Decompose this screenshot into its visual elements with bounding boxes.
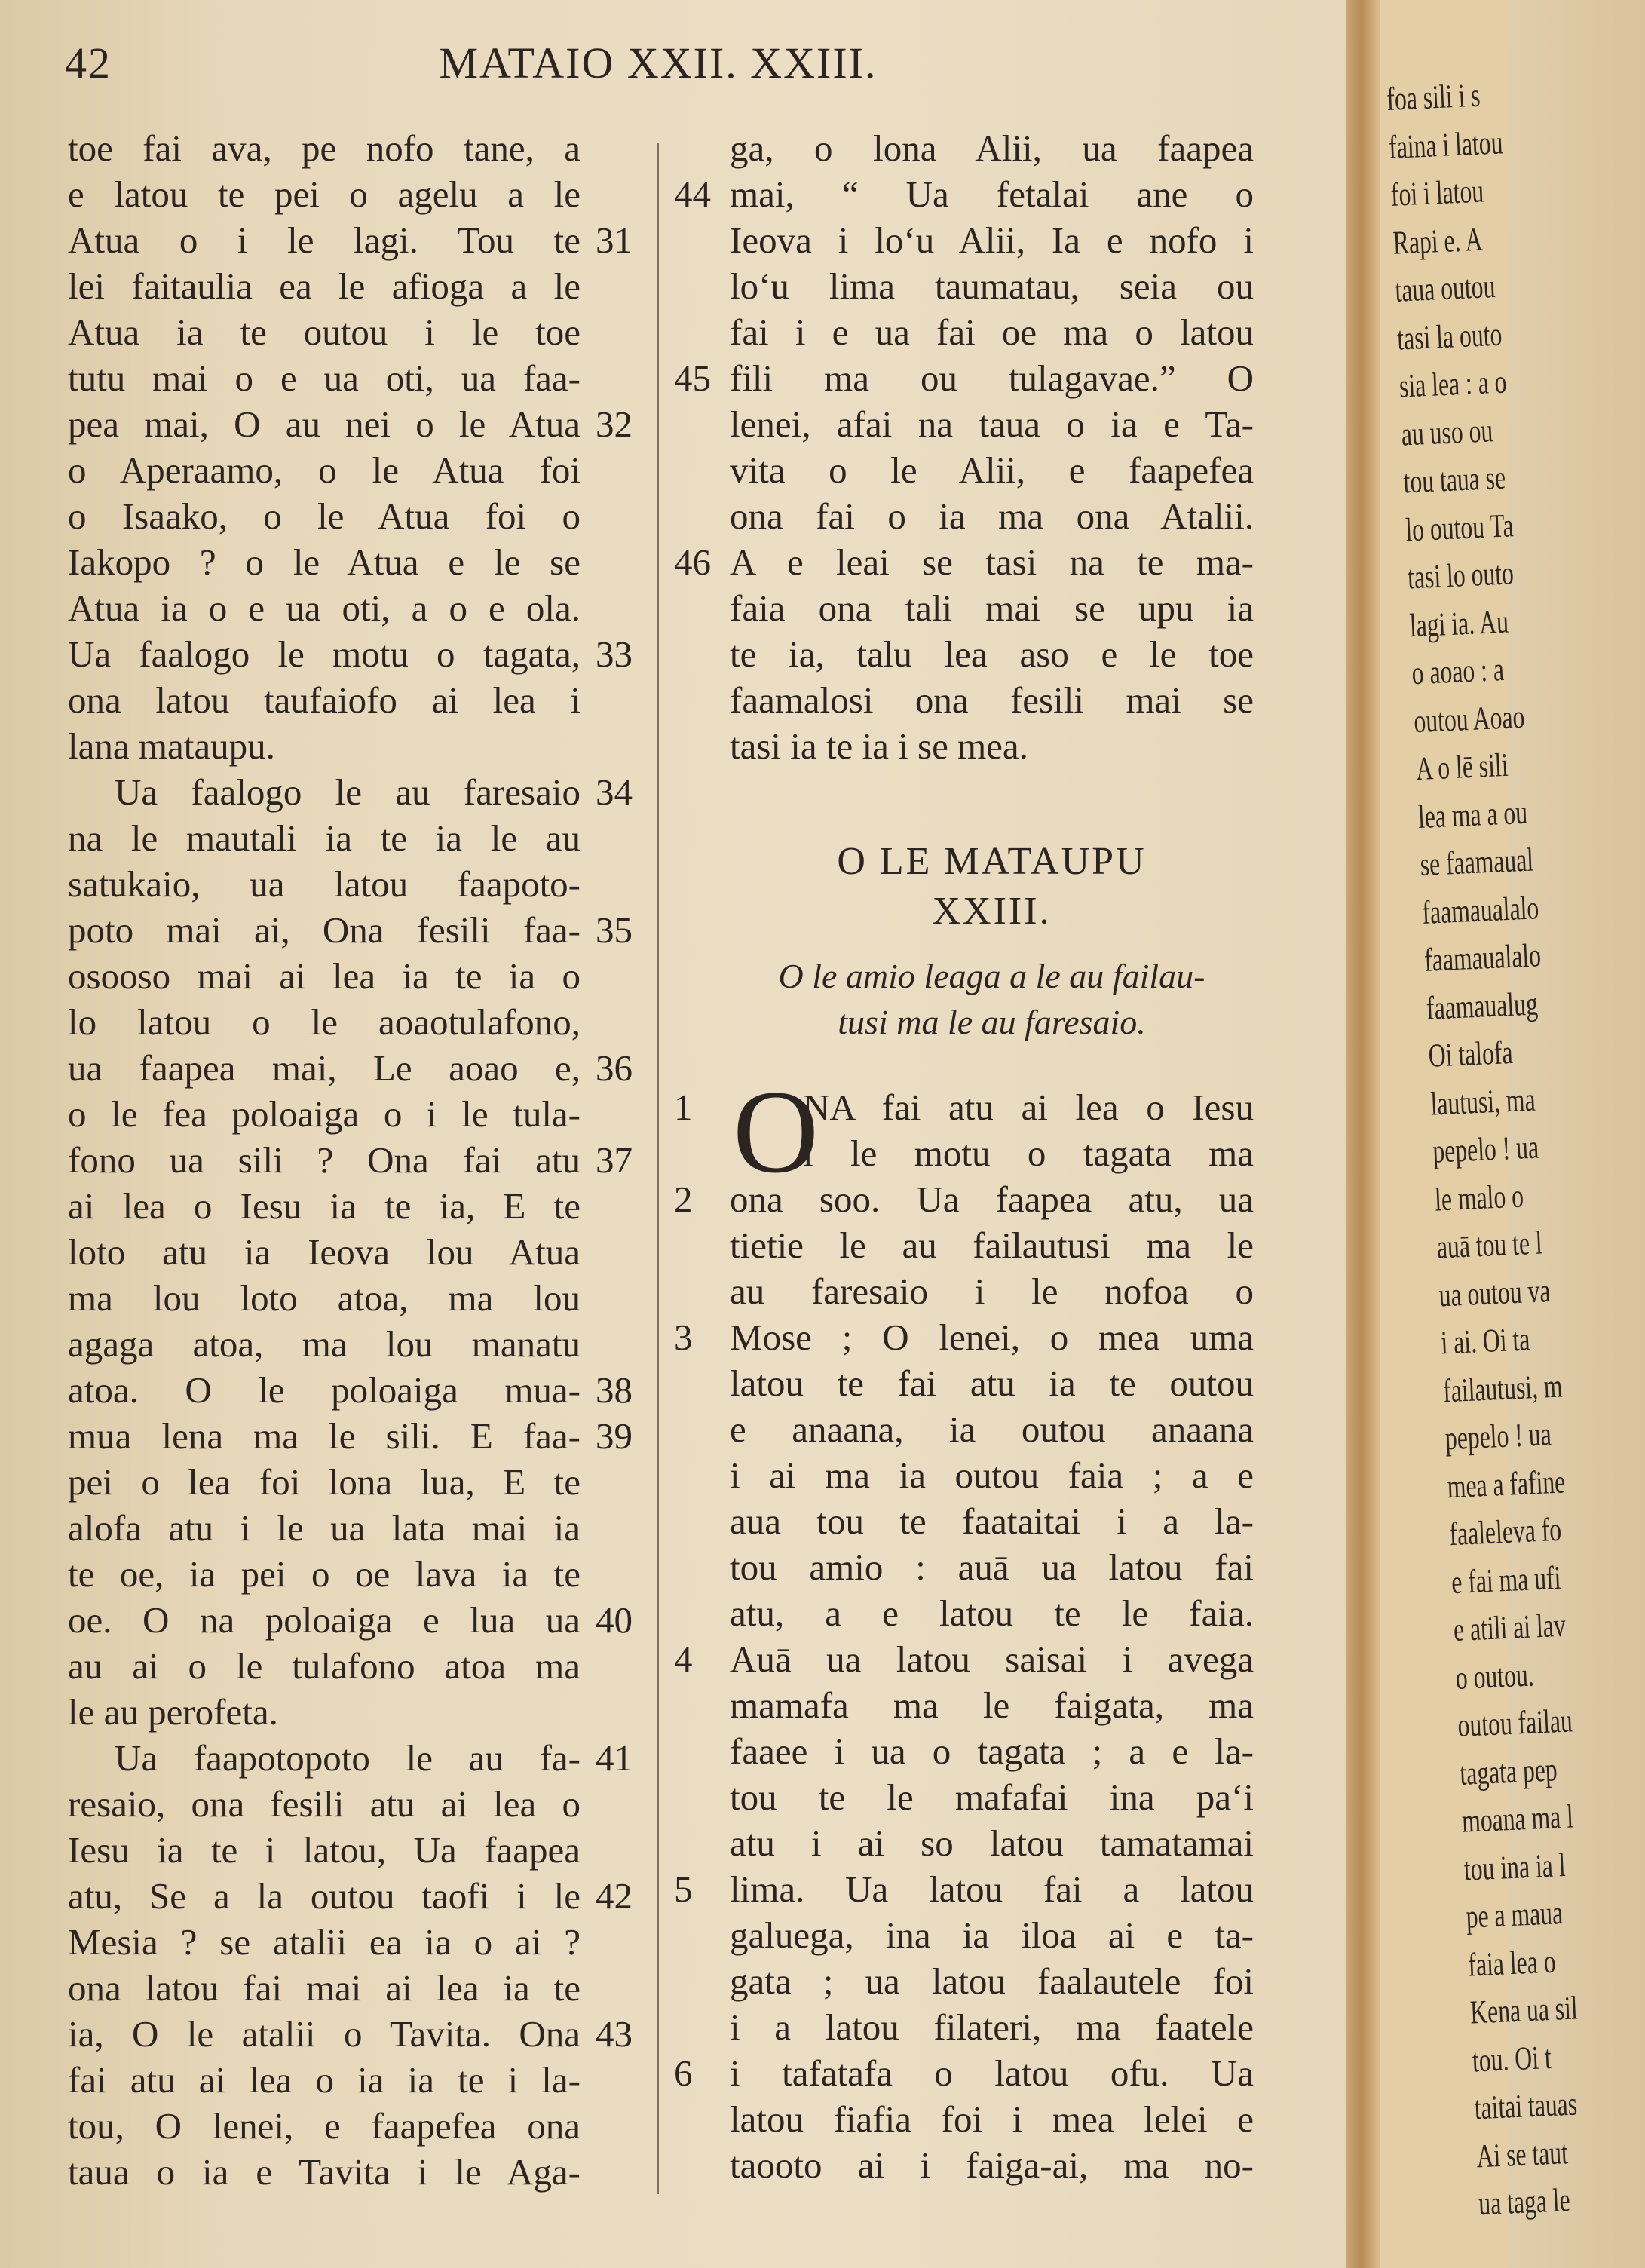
text-line (68, 1965, 580, 2011)
facing-page-line: taitai tauas (1473, 2085, 1578, 2127)
line-text: Ua faalogo le motu o tagata, (68, 633, 580, 675)
line-text: pea mai, O au nei o le Atua (68, 403, 580, 445)
text-line (68, 1919, 580, 1965)
facing-page-line: lautusi, ma (1429, 1080, 1536, 1123)
text-line (68, 1459, 580, 1505)
line-text: agaga atoa, ma lou manatu (68, 1323, 580, 1365)
text-line (674, 171, 1254, 217)
verse-number: 6 (674, 2052, 693, 2094)
text-line (68, 1045, 633, 1091)
facing-page-line: e atili ai lav (1452, 1606, 1567, 1649)
verse-number: 4 (674, 1638, 693, 1680)
text-line (68, 861, 580, 907)
text-line (674, 1176, 1254, 1222)
facing-page-line: se faamaual (1419, 841, 1535, 883)
verse-number: 33 (596, 633, 633, 675)
facing-page-line: lo outou Ta (1405, 506, 1515, 548)
line-text: osooso mai ai lea ia te ia o (68, 955, 580, 997)
line-text: tutu mai o e ua oti, ua faa- (68, 357, 580, 399)
facing-page-line: ua outou va (1438, 1271, 1552, 1313)
line-text: i le motu o tagata ma (803, 1132, 1254, 1174)
text-line (68, 1091, 580, 1137)
facing-page-line: Oi talofa (1427, 1033, 1514, 1074)
text-line (68, 1137, 633, 1183)
text-line (68, 125, 580, 171)
facing-page-line: i ai. Oi ta (1440, 1320, 1531, 1362)
running-head: MATAIO XXII. XXIII. (439, 38, 878, 87)
text-line (68, 907, 633, 953)
text-line (68, 2103, 580, 2149)
text-line (68, 677, 580, 723)
text-line (68, 815, 580, 861)
chapter-numeral: XXIII. (932, 890, 1052, 933)
line-text: lo‘u lima taumatau, seia ou (730, 265, 1254, 307)
text-line (730, 677, 1254, 723)
line-text: ona fai o ia ma ona Atalii. (730, 495, 1254, 537)
text-line (730, 1130, 1254, 1176)
facing-page-line: outou Aoao (1413, 697, 1526, 740)
facing-page-line: faia lea o (1467, 1942, 1557, 1984)
verse-number: 3 (674, 1316, 693, 1358)
line-text: o Isaako, o le Atua foi o (68, 495, 580, 537)
right-column-bottom (674, 1066, 1254, 2188)
facing-page (1380, 0, 1579, 2268)
verse-number: 31 (596, 219, 633, 261)
facing-page-line: pepelo ! ua (1432, 1128, 1539, 1170)
line-text: ona latou fai mai ai lea ia te (68, 1967, 580, 2009)
text-line (68, 1183, 580, 1229)
column-divider (657, 143, 659, 2194)
line-text: mai, “ Ua fetalai ane o (730, 173, 1254, 215)
line-text: resaio, ona fesili atu ai lea o (68, 1783, 580, 1825)
line-text: Mose ; O lenei, o mea uma (730, 1316, 1254, 1358)
facing-page-line: faaleleva fo (1448, 1510, 1563, 1553)
line-text: au faresaio i le nofoa o (730, 1270, 1254, 1312)
facing-page-line: faamaualalo (1421, 888, 1540, 931)
text-line (730, 309, 1254, 355)
line-text: o le fea poloaiga o i le tula- (68, 1093, 580, 1135)
line-text: o Aperaamo, o le Atua foi (68, 449, 580, 491)
facing-page-line: tou. Oi t (1471, 2038, 1552, 2079)
facing-page-line: o outou. (1454, 1655, 1535, 1696)
line-text: tou, O lenei, e faapefea ona (68, 2105, 580, 2147)
verse-number: 35 (596, 909, 633, 951)
text-line (68, 1689, 580, 1735)
text-line (68, 1551, 580, 1597)
line-text: ona latou taufaiofo ai lea i (68, 679, 580, 721)
verse-number: 1 (674, 1086, 693, 1128)
text-line (730, 1268, 1254, 1314)
line-text: faia ona tali mai se upu ia (730, 587, 1254, 629)
text-line (730, 1222, 1254, 1268)
text-line (68, 2057, 580, 2103)
text-line (68, 355, 580, 401)
text-line (730, 1682, 1254, 1728)
facing-page-line: Ai se taut (1475, 2133, 1569, 2175)
text-line (730, 217, 1254, 263)
line-text: te ia, talu lea aso e le toe (730, 633, 1254, 675)
text-line (68, 1735, 633, 1781)
text-line (68, 401, 633, 447)
facing-page-line: Kena ua sil (1469, 1989, 1579, 2031)
line-text: e anaana, ia outou anaana (730, 1408, 1254, 1450)
line-text: satukaio, ua latou faapoto- (68, 863, 580, 905)
text-line (730, 1820, 1254, 1866)
text-line (68, 1229, 580, 1275)
line-text: na le mautali ia te ia le au (68, 817, 580, 859)
verse-number: 46 (674, 541, 711, 583)
line-text: taooto ai i faiga-ai, ma no- (730, 2144, 1254, 2186)
line-text: te oe, ia pei o oe lava ia te (68, 1553, 580, 1595)
line-text: ua faapea mai, Le aoao e, (68, 1047, 580, 1089)
facing-page-line: pepelo ! ua (1444, 1415, 1552, 1457)
line-text: lenei, afai na taua o ia e Ta- (730, 403, 1254, 445)
line-text: aua tou te faataitai i a la- (730, 1500, 1254, 1542)
facing-page-line: outou failau (1457, 1702, 1573, 1744)
line-text: oe. O na poloaiga e lua ua (68, 1599, 580, 1641)
text-line (674, 1866, 1254, 1912)
text-line (68, 1413, 633, 1459)
text-line (730, 1452, 1254, 1498)
text-line (730, 1774, 1254, 1820)
line-text: fai atu ai lea o ia ia te i la- (68, 2059, 580, 2101)
line-text: fili ma ou tulagavae.” O (730, 357, 1254, 399)
text-line (730, 493, 1254, 539)
line-text: fai i e ua fai oe ma o latou (730, 311, 1254, 353)
text-line (68, 493, 580, 539)
text-line (68, 539, 580, 585)
line-text: poto mai ai, Ona fesili faa- (68, 909, 580, 951)
line-text: Ua faapotopoto le au fa- (115, 1737, 580, 1779)
line-text: mua lena ma le sili. E faa- (68, 1415, 580, 1457)
line-text: atu, Se a la outou taofi i le (68, 1875, 580, 1917)
text-line (730, 1544, 1254, 1590)
text-line (68, 217, 633, 263)
line-text: toe fai ava, pe nofo tane, a (68, 127, 580, 169)
text-line (68, 585, 580, 631)
text-line (730, 1958, 1254, 2004)
text-line (730, 723, 1254, 769)
line-text: ma lou loto atoa, ma lou (68, 1277, 580, 1319)
line-text: i tafatafa o latou ofu. Ua (730, 2052, 1254, 2094)
text-line (68, 1827, 580, 1873)
line-text: Atua ia te outou i le toe (68, 311, 580, 353)
line-text: atu, a e latou te le faia. (730, 1592, 1254, 1634)
text-line (68, 1643, 580, 1689)
facing-page-line: moana ma l (1461, 1798, 1574, 1840)
line-text: Ua faalogo le au faresaio (115, 771, 580, 813)
line-text: latou fiafia foi i mea lelei e (730, 2098, 1254, 2140)
facing-page-line: tagata pep (1459, 1750, 1558, 1792)
text-line (730, 1406, 1254, 1452)
text-line (68, 1873, 633, 1919)
text-line (730, 2142, 1254, 2188)
text-line (68, 769, 633, 815)
line-text: au ai o le tulafono atoa ma (68, 1645, 580, 1687)
line-text: e latou te pei o agelu a le (68, 173, 580, 215)
verse-number: 5 (674, 1868, 693, 1910)
text-line (68, 1781, 580, 1827)
verse-number: 41 (596, 1737, 633, 1779)
text-line (730, 631, 1254, 677)
text-line (68, 999, 580, 1045)
text-line (730, 1360, 1254, 1406)
line-text: lana mataupu. (68, 725, 275, 767)
facing-page-line: tasi la outo (1396, 315, 1503, 357)
facing-page-line: pe a maua (1465, 1894, 1564, 1935)
line-text: taua o ia e Tavita i le Aga- (68, 2151, 580, 2193)
chapter-summary-line: tusi ma le au faresaio. (838, 1003, 1146, 1041)
text-line (730, 2004, 1254, 2050)
text-line (68, 1367, 633, 1413)
verse-number: 42 (596, 1875, 633, 1917)
line-text: le au perofeta. (68, 1691, 278, 1733)
facing-page-line: taua outou (1394, 267, 1496, 309)
text-line (730, 1590, 1254, 1636)
facing-page-line: e fai ma ufi (1450, 1558, 1562, 1601)
text-line (68, 171, 580, 217)
text-line (730, 125, 1254, 171)
text-line (68, 1275, 580, 1321)
line-text: Auā ua latou saisai i avega (730, 1638, 1254, 1680)
text-line (730, 1912, 1254, 1958)
text-line (68, 2149, 580, 2195)
facing-page-line: tou ina ia l (1463, 1846, 1567, 1888)
page-number: 42 (65, 38, 112, 87)
left-column (68, 125, 633, 2195)
line-text: Mesia ? se atalii ea ia o ai ? (68, 1921, 580, 1963)
line-text: alofa atu i le ua lata mai ia (68, 1507, 580, 1549)
line-text: lei faitaulia ea le afioga a le (68, 265, 580, 307)
line-text: atu i ai so latou tamatamai (730, 1822, 1254, 1864)
facing-page-line: o aoao : a (1411, 650, 1505, 692)
facing-page-line: lea ma a ou (1417, 793, 1528, 835)
line-text: lima. Ua latou fai a latou (730, 1868, 1254, 1910)
line-text: latou te fai atu ia te outou (730, 1362, 1254, 1404)
text-line (68, 953, 580, 999)
verse-number: 32 (596, 403, 633, 445)
verse-number: 37 (596, 1139, 633, 1181)
facing-page-line: ua taga le (1478, 2181, 1571, 2223)
line-text: vita o le Alii, e faapefea (730, 449, 1254, 491)
text-line (730, 401, 1254, 447)
line-text: mamafa ma le faigata, ma (730, 1684, 1254, 1726)
text-line (730, 2096, 1254, 2142)
verse-number: 44 (674, 173, 711, 215)
line-text: A e leai se tasi na te ma- (730, 541, 1254, 583)
line-text: ona soo. Ua faapea atu, ua (730, 1178, 1254, 1220)
chapter-summary-line: O le amio leaga a le au failau- (778, 957, 1205, 995)
verse-number: 2 (674, 1178, 693, 1220)
text-line (674, 2050, 1254, 2096)
line-text: ai lea o Iesu ia te ia, E te (68, 1185, 580, 1227)
line-text: pei o lea foi lona lua, E te (68, 1461, 580, 1503)
facing-page-line: faina i latou (1388, 123, 1504, 166)
verse-number: 39 (596, 1415, 633, 1457)
text-line (68, 447, 580, 493)
text-line (730, 263, 1254, 309)
facing-page-line: mea a fafine (1446, 1462, 1567, 1505)
line-text: gata ; ua latou faalautele foi (730, 1960, 1254, 2002)
line-text: Ieova i lo‘u Alii, Ia e nofo i (730, 219, 1254, 261)
right-column-top (674, 125, 1254, 769)
facing-page-line: le malo o (1434, 1176, 1524, 1218)
facing-page-line: A o lē sili (1415, 746, 1509, 788)
line-text: ia, O le atalii o Tavita. Ona (68, 2013, 580, 2055)
facing-page-line: failautusi, m (1442, 1366, 1564, 1409)
verse-number: 43 (596, 2013, 633, 2055)
line-text: faamalosi ona fesili mai se (730, 679, 1254, 721)
line-text: i a latou filateri, ma faatele (730, 2006, 1254, 2048)
chapter-heading-block (730, 837, 1254, 1045)
facing-page-line: tasi lo outo (1407, 554, 1515, 596)
text-line (674, 355, 1254, 401)
line-text: i ai ma ia outou faia ; a e (730, 1454, 1254, 1496)
line-text: NA fai atu ai lea o Iesu (803, 1086, 1254, 1128)
line-text: tasi ia te ia i se mea. (730, 725, 1028, 767)
text-line (68, 1505, 580, 1551)
drop-cap: O (733, 1066, 819, 1198)
chapter-heading: O LE MATAUPU (837, 840, 1147, 883)
facing-page-line: sia lea : a o (1398, 363, 1508, 405)
facing-page-line: Rapi e. A (1392, 220, 1484, 262)
facing-page-line: auā tou te l (1435, 1224, 1543, 1266)
text-line (68, 631, 633, 677)
verse-number: 40 (596, 1599, 633, 1641)
text-line (68, 2011, 633, 2057)
verse-number: 45 (674, 357, 711, 399)
text-line (674, 1314, 1254, 1360)
text-line (68, 1321, 580, 1367)
text-line (730, 447, 1254, 493)
line-text: faaee i ua o tagata ; a e la- (730, 1730, 1254, 1772)
facing-page-line: lagi ia. Au (1408, 602, 1509, 644)
text-line (68, 263, 580, 309)
text-line (68, 309, 580, 355)
text-line (674, 539, 1254, 585)
line-text: tou te le mafafai ina pa‘i (730, 1776, 1254, 1818)
line-text: tou amio : auā ua latou fai (730, 1546, 1254, 1588)
text-line (68, 723, 580, 769)
facing-page-line: faamaualalo (1423, 936, 1542, 979)
line-text: tietie le au failautusi ma le (730, 1224, 1254, 1266)
facing-page-line: au uso ou (1400, 411, 1494, 453)
line-text: Atua o i le lagi. Tou te (68, 219, 580, 261)
text-line (674, 1636, 1254, 1682)
line-text: galuega, ina ia iloa ai e ta- (730, 1914, 1254, 1956)
line-text: lo latou o le aoaotulafono, (68, 1001, 580, 1043)
text-line (730, 585, 1254, 631)
verse-number: 34 (596, 771, 633, 813)
facing-page-line: tou taua se (1402, 458, 1506, 501)
line-text: fono ua sili ? Ona fai atu (68, 1139, 580, 1181)
facing-page-line: foa sili i s (1386, 76, 1481, 118)
line-text: Atua ia o e ua oti, a o e ola. (68, 587, 580, 629)
facing-page-line: faamaualug (1425, 984, 1539, 1027)
line-text: atoa. O le poloaiga mua- (68, 1369, 580, 1411)
verse-number: 36 (596, 1047, 633, 1089)
facing-page-line: foi i latou (1389, 172, 1485, 213)
verse-number: 38 (596, 1369, 633, 1411)
line-text: Iakopo ? o le Atua e le se (68, 541, 580, 583)
line-text: ga, o lona Alii, ua faapea (730, 127, 1254, 169)
text-line (730, 1498, 1254, 1544)
text-line (68, 1597, 633, 1643)
line-text: Iesu ia te i latou, Ua faapea (68, 1829, 580, 1871)
line-text: loto atu ia Ieova lou Atua (68, 1231, 580, 1273)
text-line (730, 1728, 1254, 1774)
text-line (674, 1084, 1254, 1130)
